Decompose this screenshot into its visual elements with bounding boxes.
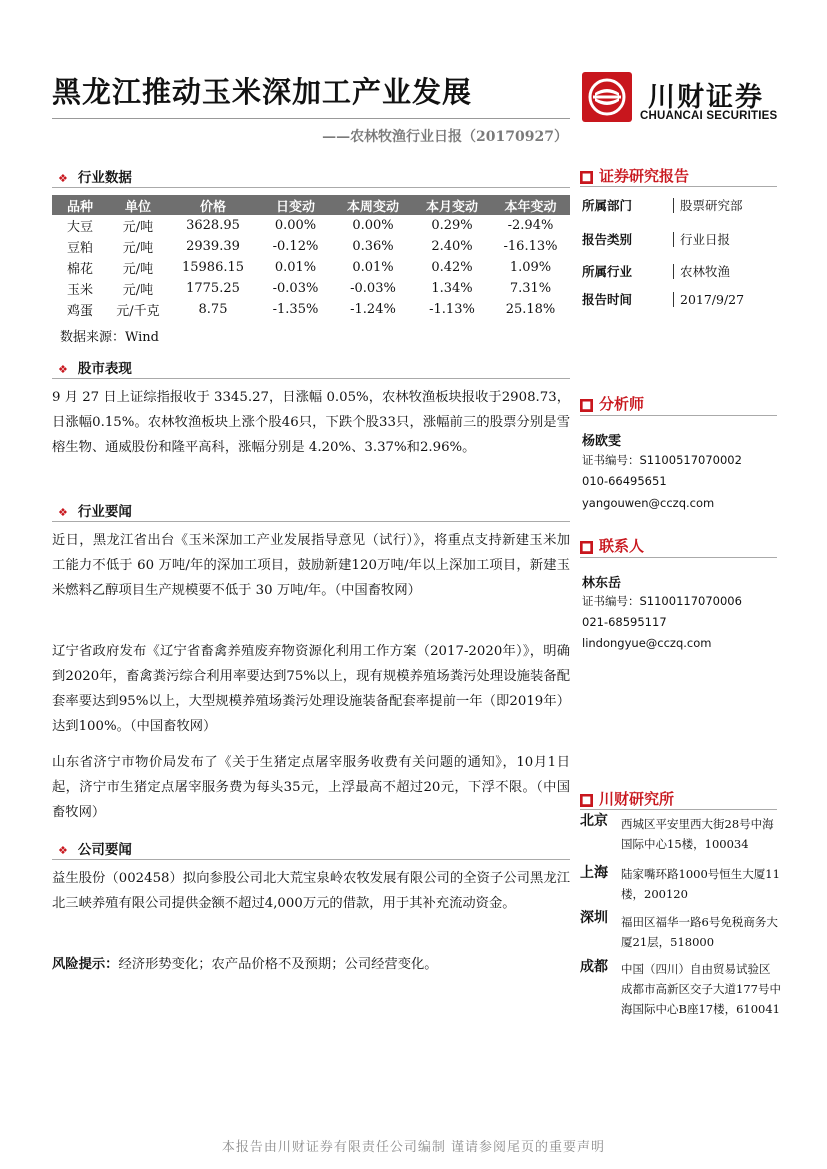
diamond-bullet-icon: ❖ bbox=[58, 172, 68, 185]
analyst-phone: 010-66495651 bbox=[582, 474, 667, 488]
section-heading-industry-data: ❖ 行业数据 bbox=[58, 170, 132, 186]
analyst-cert: 证书编号：S1100517070002 bbox=[582, 453, 742, 467]
table-cell: 玉米 bbox=[66, 283, 93, 298]
table-cell: 2.40% bbox=[431, 239, 473, 254]
column-header: 本年变动 bbox=[491, 195, 570, 215]
table-cell: 25.18% bbox=[505, 302, 556, 317]
page-title: 黑龙江推动玉米深加工产业发展 bbox=[52, 75, 473, 109]
risk-warning bbox=[52, 952, 570, 977]
table-cell: 元/千克 bbox=[116, 304, 160, 319]
table-cell: 0.00% bbox=[352, 218, 394, 233]
table-row bbox=[52, 215, 570, 236]
table-cell: 大豆 bbox=[66, 220, 93, 235]
square-bullet-icon: ■ bbox=[581, 172, 592, 183]
column-header: 价格 bbox=[168, 195, 258, 215]
sidebar-divider bbox=[580, 557, 777, 558]
table-row bbox=[52, 278, 570, 299]
table-cell: 鸡蛋 bbox=[66, 304, 93, 319]
sidebar-heading-contact: ■ 联系人 bbox=[581, 537, 645, 555]
section-heading-market: ❖ 股市表现 bbox=[58, 361, 132, 377]
risk-label: 风险提示： bbox=[52, 957, 119, 972]
diamond-bullet-icon: ❖ bbox=[58, 844, 68, 857]
diamond-bullet-icon: ❖ bbox=[58, 363, 68, 376]
square-bullet-icon: ■ bbox=[581, 795, 592, 806]
table-row bbox=[52, 236, 570, 257]
table-cell: 1775.25 bbox=[186, 281, 240, 296]
column-header: 本月变动 bbox=[413, 195, 491, 215]
table-cell: 元/吨 bbox=[122, 220, 154, 235]
table-cell: -1.13% bbox=[429, 302, 475, 317]
sidebar-divider bbox=[580, 415, 777, 416]
contact-email[interactable]: lindongyue@cczq.com bbox=[582, 636, 712, 650]
chuancai-logo bbox=[582, 72, 632, 122]
table-cell: 元/吨 bbox=[122, 283, 154, 298]
square-bullet-icon: ■ bbox=[581, 400, 592, 411]
table-cell: 0.01% bbox=[352, 260, 394, 275]
table-cell: 15986.15 bbox=[181, 260, 245, 275]
title-divider bbox=[52, 118, 570, 119]
column-header: 品种 bbox=[52, 195, 108, 215]
column-header: 日变动 bbox=[258, 195, 333, 215]
office-city: 上海 bbox=[580, 865, 608, 881]
section-divider bbox=[52, 859, 570, 860]
table-row bbox=[52, 299, 570, 320]
contact-phone: 021-68595117 bbox=[582, 615, 667, 629]
analyst-email[interactable]: yangouwen@cczq.com bbox=[582, 496, 715, 510]
table-cell: 0.29% bbox=[431, 218, 473, 233]
square-bullet-icon: ■ bbox=[581, 542, 592, 553]
report-subtitle: ——农林牧渔行业日报（20170927） bbox=[322, 129, 568, 145]
table-cell: -16.13% bbox=[503, 239, 558, 254]
table-cell: 1.09% bbox=[509, 260, 552, 275]
analyst-name: 杨欧雯 bbox=[582, 434, 622, 449]
sidebar-divider bbox=[580, 809, 777, 810]
brand-name-en: CHUANCAI SECURITIES bbox=[640, 110, 778, 122]
office-address: 陆家嘴环路1000号恒生大厦11楼，200120 bbox=[621, 867, 780, 901]
market-paragraph: 9 月 27 日上证综指报收于 3345.27，日涨幅 0.05%，农林牧渔板块报收于2908.73，日涨幅0.15%。农林牧渔板块上涨个股46只，下跌个股33只，涨幅前三的股票分别是雪榕生物、通威股份和隆平高科，涨幅分别是 4.20%、3.37%和2.96%。 bbox=[52, 390, 570, 455]
news-paragraph: 山东省济宁市物价局发布了《关于生猪定点屠宰服务收费有关问题的通知》，10月1日起，济宁市生猪定点屠宰服务费为每头35元，上浮最高不超过20元，下浮不限。（中国畜牧网） bbox=[52, 755, 570, 820]
office-address: 中国（四川）自由贸易试验区成都市高新区交子大道177号中海国际中心B座17楼，610041 bbox=[621, 962, 781, 1016]
table-cell: -1.24% bbox=[350, 302, 396, 317]
table-cell: -2.94% bbox=[507, 218, 554, 233]
diamond-bullet-icon: ❖ bbox=[58, 506, 68, 519]
contact-cert: 证书编号：S1100117070006 bbox=[582, 594, 742, 608]
table-cell: -0.12% bbox=[272, 239, 319, 254]
table-cell: 棉花 bbox=[66, 262, 93, 277]
brand-name-cn: 川财证券 bbox=[648, 82, 764, 113]
table-cell: 元/吨 bbox=[122, 262, 154, 277]
table-cell: 0.01% bbox=[274, 260, 317, 275]
company-paragraph: 益生股份（002458）拟向参股公司北大荒宝泉岭农牧发展有限公司的全资子公司黑龙江北三峡养殖有限公司提供金额不超过4,000万元的借款，用于其补充流动资金。 bbox=[52, 871, 570, 911]
column-header: 本周变动 bbox=[333, 195, 413, 215]
table-cell: -1.35% bbox=[272, 302, 319, 317]
sidebar-heading-analyst: ■ 分析师 bbox=[581, 395, 645, 413]
table-cell: 3628.95 bbox=[186, 218, 240, 233]
table-cell: -0.03% bbox=[272, 281, 319, 296]
table-cell: 元/吨 bbox=[122, 241, 154, 256]
table-cell: 8.75 bbox=[198, 302, 228, 317]
section-heading-industry-news: ❖ 行业要闻 bbox=[58, 504, 132, 520]
office-city: 北京 bbox=[580, 813, 608, 829]
section-divider bbox=[52, 521, 570, 522]
table-header-row bbox=[52, 195, 570, 215]
table-cell: 1.34% bbox=[431, 281, 473, 296]
sidebar-divider bbox=[580, 186, 777, 187]
table-cell: 7.31% bbox=[509, 281, 552, 296]
contact-name: 林东岳 bbox=[582, 576, 622, 591]
page-footer: 本报告由川财证券有限责任公司编制 谨请参阅尾页的重要声明 bbox=[221, 1140, 606, 1155]
section-divider bbox=[52, 187, 570, 188]
section-divider bbox=[52, 378, 570, 379]
data-source-note: 数据来源：Wind bbox=[60, 330, 159, 345]
table-cell: 0.36% bbox=[352, 239, 394, 254]
office-address: 福田区福华一路6号免税商务大厦21层，518000 bbox=[621, 915, 778, 949]
table-cell: 豆粕 bbox=[66, 241, 93, 256]
info-row-industry: 所属行业 农林牧渔 bbox=[582, 264, 731, 279]
table-cell: -0.03% bbox=[350, 281, 396, 296]
section-heading-company-news: ❖ 公司要闻 bbox=[58, 842, 132, 858]
table-cell: 2939.39 bbox=[186, 239, 240, 254]
sidebar-heading-report: ■ 证券研究报告 bbox=[581, 167, 690, 185]
office-city: 成都 bbox=[580, 959, 608, 975]
table-cell: 0.42% bbox=[431, 260, 473, 275]
risk-text: 经济形势变化；农产品价格不及预期；公司经营变化。 bbox=[118, 957, 438, 972]
news-paragraph: 近日，黑龙江省出台《玉米深加工产业发展指导意见（试行）》，将重点支持新建玉米加工能力不低于 60 万吨/年的深加工项目，鼓励新建120万吨/年以上深加工项目，新建玉米燃料乙醇项目生产规模要不低于 30 万吨/年。（中国畜牧网） bbox=[52, 533, 570, 598]
column-header: 单位 bbox=[108, 195, 168, 215]
table-cell: 0.00% bbox=[274, 218, 317, 233]
logo-mark-icon bbox=[582, 72, 632, 122]
office-city: 深圳 bbox=[580, 910, 608, 926]
table-row bbox=[52, 257, 570, 278]
info-row-category: 报告类别 行业日报 bbox=[582, 232, 731, 247]
office-address: 西城区平安里西大街28号中海国际中心15楼，100034 bbox=[621, 817, 774, 851]
info-row-department: 所属部门 股票研究部 bbox=[582, 198, 743, 213]
info-row-date: 报告时间 2017/9/27 bbox=[582, 292, 745, 307]
sidebar-heading-institute: ■ 川财研究所 bbox=[581, 790, 675, 808]
news-paragraph: 辽宁省政府发布《辽宁省畜禽养殖废弃物资源化利用工作方案（2017-2020年）》，明确到2020年，畜禽粪污综合利用率要达到75%以上，现有规模养殖场粪污处理设施装备配套率要达到95%以上，大型规模养殖场粪污处理设施装备配套率提前一年（即2019年）达到100%。（中国畜牧网） bbox=[52, 644, 570, 734]
industry-data-table bbox=[52, 195, 570, 320]
